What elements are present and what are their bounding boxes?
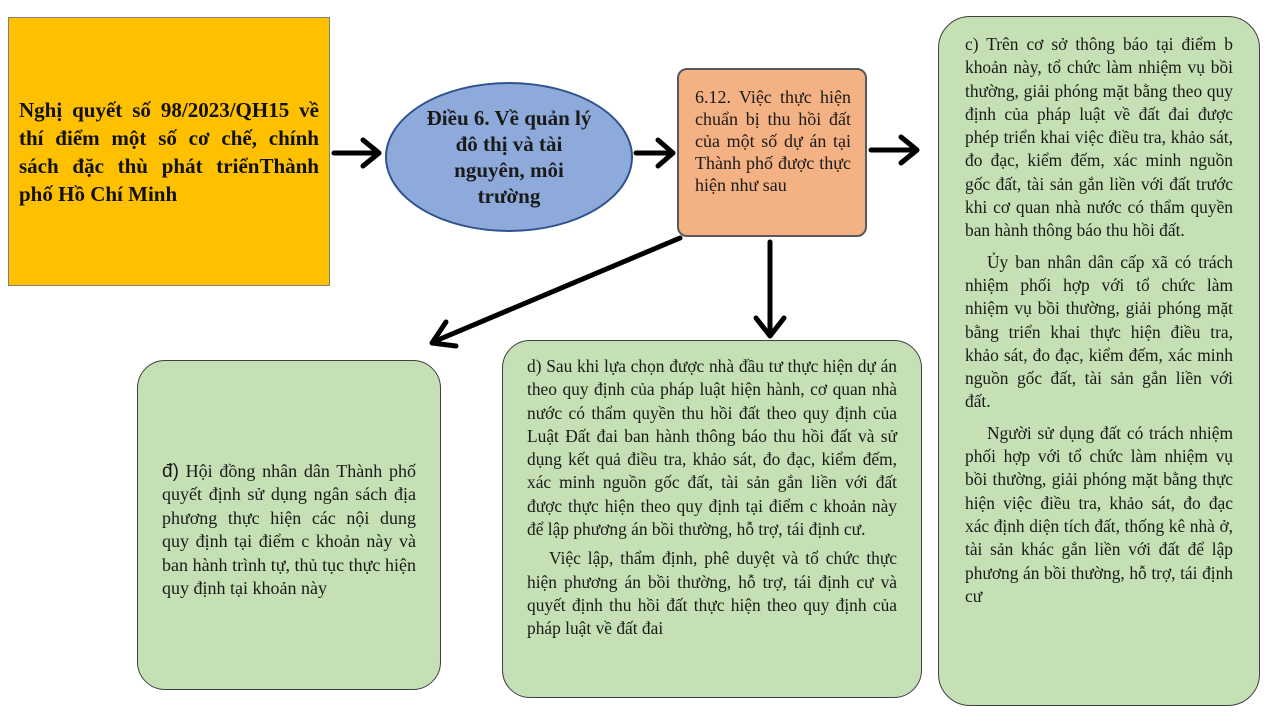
point-c-paragraph-2: Ủy ban nhân dân cấp xã có trách nhiệm phối hợp với tổ chức làm nhiệm vụ bồi thường, giải phóng mặt bằng triển khai thực hiện điều tra, khảo sát, đo đạc, kiểm đếm, xác minh nguồn gốc đất, tài sản gắn liền với đất. bbox=[965, 251, 1233, 412]
clause-6-12-box bbox=[677, 68, 867, 237]
point-dj-lead: đ) bbox=[162, 460, 179, 482]
arrow-clause-to-point-dj bbox=[433, 238, 680, 342]
point-c-paragraph-3: Người sử dụng đất có trách nhiệm phối hợp với tổ chức làm nhiệm vụ bồi thường, giải phóng mặt bằng thực hiện việc điều tra, khảo sát, đo đạc xác định diện tích đất, thống kê nhà ở, tài sản khác gắn liền với đất để lập phương án bồi thường, hỗ trợ, tái định cư bbox=[965, 422, 1233, 606]
point-c-box bbox=[938, 16, 1260, 706]
point-dj-box bbox=[137, 360, 441, 690]
point-d-box bbox=[502, 340, 922, 698]
point-c-paragraph-1: c) Trên cơ sở thông báo tại điểm b khoản này, tổ chức làm nhiệm vụ bồi thường, giải phóng mặt bằng theo quy định của pháp luật về đất đai được phép triển khai việc điều tra, khảo sát, đo đạc, kiểm đếm, xác minh nguồn gốc đất, tài sản gắn liền với đất trước khi cơ quan nhà nước có thẩm quyền ban hành thông báo thu hồi đất. bbox=[965, 34, 1233, 241]
point-dj-body: Hội đồng nhân dân Thành phố quyết định sử dụng ngân sách địa phương thực hiện các nội dung quy định tại điểm c khoản này và ban hành trình tự, thủ tục thực hiện quy định tại khoản này bbox=[162, 460, 416, 598]
clause-6-12-text: 6.12. Việc thực hiện chuẩn bị thu hồi đất của một số dự án tại Thành phố được thực hiện như sau bbox=[695, 87, 851, 195]
resolution-title-box bbox=[8, 17, 330, 286]
resolution-title-text: Nghị quyết số 98/2023/QH15 về thí điểm một số cơ chế, chính sách đặc thù phát triểnThành phố Hồ Chí Minh bbox=[19, 97, 319, 206]
article-6-text: Điều 6. Về quản lý đô thị và tài nguyên, môi trường bbox=[426, 106, 592, 208]
article-6-ellipse bbox=[385, 82, 633, 232]
point-d-paragraph-2: Việc lập, thẩm định, phê duyệt và tổ chức thực hiện phương án bồi thường, hỗ trợ, tái định cư và quyết định thu hồi đất thực hiện theo quy định của pháp luật về đất đai bbox=[527, 548, 897, 639]
point-dj-text bbox=[162, 460, 416, 601]
point-d-paragraph-1: d) Sau khi lựa chọn được nhà đầu tư thực hiện dự án theo quy định của pháp luật hiện hành, cơ quan nhà nước có thẩm quyền thu hồi đất theo quy định của Luật Đất đai ban hành thông báo thu hồi đất và sử dụng kết quả điều tra, khảo sát, đo đạc, kiểm đếm, xác minh nguồn gốc đất, tài sản gắn liền với đất được thực hiện theo quy định tại điểm c khoản này để lập phương án bồi thường, hỗ trợ, tái định cư. bbox=[527, 356, 897, 540]
